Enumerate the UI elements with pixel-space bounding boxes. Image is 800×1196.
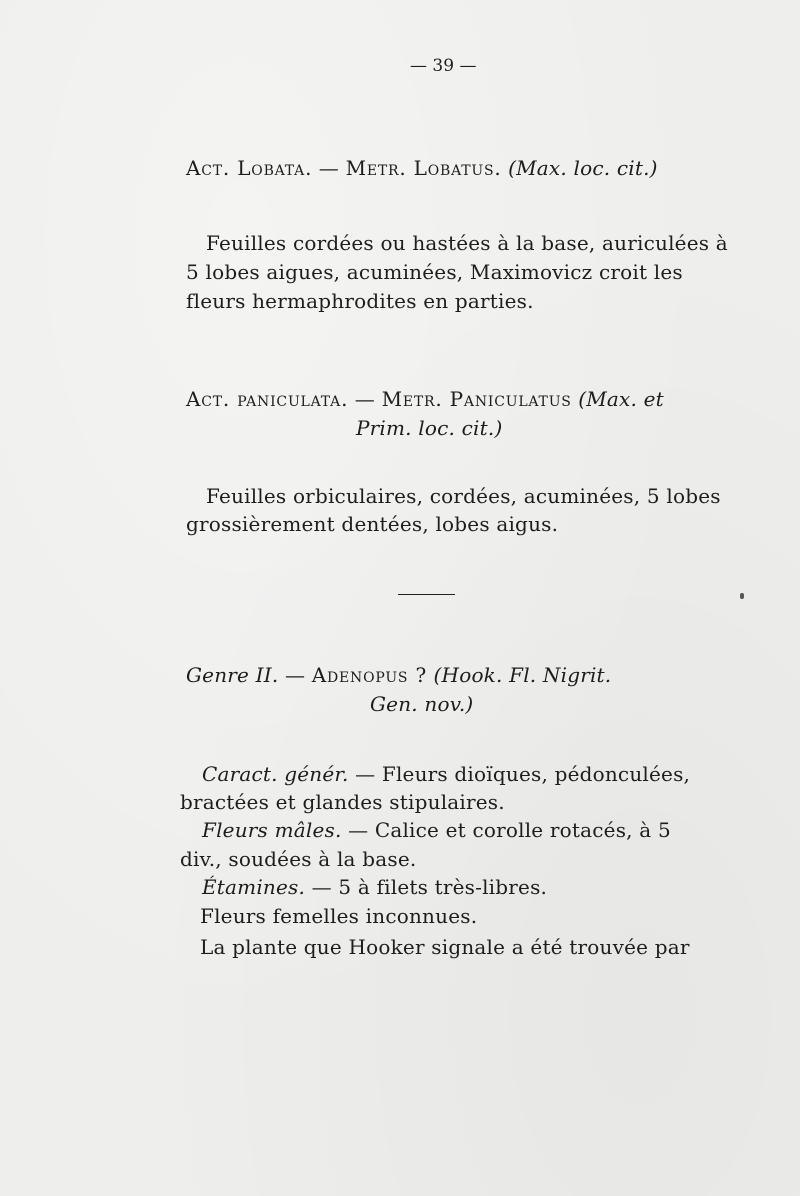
genre-reference-1: (Hook. Fl. Nigrit. — [427, 663, 612, 687]
etamines-line — [202, 877, 547, 897]
caract-line — [202, 764, 690, 784]
paniculata-para-line-1: Feuilles orbiculaires, cordées, acuminées, 5 lobes — [206, 484, 721, 508]
genre-reference-2: Gen. nov.) — [370, 692, 474, 716]
caract-continuation: bractées et glandes stipulaires. — [180, 790, 505, 814]
genre-number: Genre II. — [186, 663, 279, 687]
paniculata-reference-1: (Max. et — [571, 387, 664, 411]
lobata-act-name: Act. Lobata. — [186, 156, 313, 180]
lobata-heading — [186, 158, 658, 178]
lobata-reference: (Max. loc. cit.) — [501, 156, 658, 180]
femelles-line: Fleurs femelles inconnues. — [200, 904, 478, 928]
genre-heading — [186, 665, 611, 685]
etamines-text: — 5 à filets très-libres. — [305, 875, 548, 899]
section-divider — [398, 594, 455, 595]
page-number: — 39 — — [410, 56, 477, 76]
males-line — [202, 820, 671, 840]
lobata-para-line-3: fleurs hermaphrodites en parties. — [186, 289, 534, 313]
lobata-dash: — — [312, 156, 346, 180]
caract-text: — Fleurs dioïques, pédonculées, — [348, 762, 691, 786]
paniculata-dash: — — [348, 387, 382, 411]
genre-name: Adenopus ? — [311, 663, 427, 687]
males-text: — Calice et corolle rotacés, à 5 — [341, 818, 671, 842]
genre-dash: — — [278, 663, 312, 687]
lobata-para-line-2: 5 lobes aigues, acuminées, Maximovicz croit les — [186, 260, 683, 284]
etamines-label: Étamines. — [202, 875, 306, 899]
lobata-metr-name: Metr. Lobatus. — [345, 156, 502, 180]
males-continuation: div., soudées à la base. — [180, 847, 417, 871]
paniculata-reference-2: Prim. loc. cit.) — [356, 416, 503, 440]
paniculata-act-name: Act. paniculata. — [186, 387, 349, 411]
paniculata-heading — [186, 389, 676, 409]
paniculata-metr-name: Metr. Paniculatus — [381, 387, 572, 411]
lobata-para-line-1: Feuilles cordées ou hastées à la base, auriculées à — [206, 231, 728, 255]
males-label: Fleurs mâles. — [202, 818, 342, 842]
caract-label: Caract. génér. — [202, 762, 349, 786]
last-line: La plante que Hooker signale a été trouvée par — [200, 935, 690, 959]
page-speck — [740, 593, 744, 599]
paniculata-para-line-2: grossièrement dentées, lobes aigus. — [186, 512, 559, 536]
